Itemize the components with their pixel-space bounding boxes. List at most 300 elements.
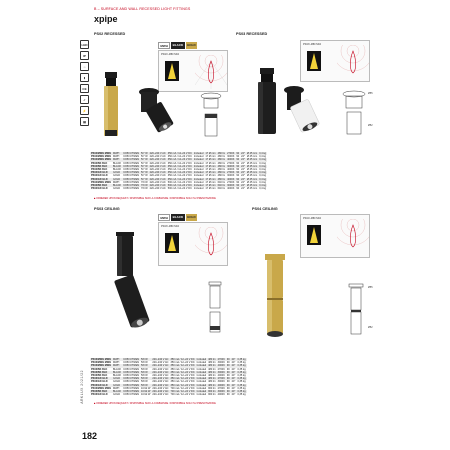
table-cell: 17 Ø mm xyxy=(205,171,216,175)
table-cell: 24° xyxy=(241,171,245,175)
table-cell: MWH xyxy=(113,361,120,365)
table-cell: Included xyxy=(196,377,207,381)
table-cell: BLACK xyxy=(113,374,122,378)
table-cell: Included xyxy=(196,364,207,368)
table-cell: 350 mA / 12–24 V DC xyxy=(167,174,192,178)
table-cell: 220–240 V AC xyxy=(152,367,169,371)
table-cell: 640 lm xyxy=(217,184,226,188)
table-cell: BLACK xyxy=(113,390,122,394)
table-cell: COB CITIZEN xyxy=(123,370,140,374)
table-cell: 500 mA / 12–24 V DC xyxy=(167,184,192,188)
light-distribution-box-ps03c xyxy=(158,222,228,266)
table-row xyxy=(90,393,247,396)
table-cell: 24° xyxy=(231,393,236,397)
table-cell: 2700K xyxy=(227,180,235,184)
table-cell: 5/7 W xyxy=(141,161,148,165)
table-cell: 350 mA / 12–24 V DC xyxy=(167,168,192,172)
table-cell: 0,35 kg xyxy=(237,393,246,397)
table-cell: COB CITIZEN xyxy=(123,171,140,175)
table-cell: PS03/GD GLD xyxy=(90,384,112,387)
table-cell: COB CITIZEN xyxy=(123,358,140,361)
table-cell: 480 lm xyxy=(217,152,226,155)
table-cell: 90 xyxy=(236,158,240,162)
table-cell: 350 mA / 12–24 V DC xyxy=(167,152,192,155)
table-cell: 0,4 kg xyxy=(259,152,267,155)
table-cell: 220–240 V AC xyxy=(149,152,166,155)
table-cell: 3000K xyxy=(227,174,235,178)
section-title-ps04-ceiling: PS04 CEILING xyxy=(252,207,278,211)
table-cell: 24° xyxy=(241,187,245,191)
dimension-label: Ø52 xyxy=(368,326,373,329)
photometric-title: PS04 LM80 ND4 xyxy=(303,217,321,220)
table-cell: 500 mA / 12–24 V DC xyxy=(167,180,192,184)
table-cell: 350 mA / 12–24 V DC xyxy=(170,358,195,361)
table-cell: GOLD xyxy=(112,171,122,174)
table-cell: 480 lm xyxy=(217,158,226,162)
section-title-ps03-ceiling: PS03 CEILING xyxy=(94,207,120,211)
table-cell: 500 mA / 12–24 V DC xyxy=(167,187,192,191)
polar-diagram xyxy=(337,219,369,253)
table-cell: 5/7 W xyxy=(141,174,148,178)
table-cell: 350 mA / 12–24 V DC xyxy=(167,158,192,162)
ce-icon: CE xyxy=(80,84,89,93)
table-cell: 4000K xyxy=(227,177,235,181)
table-cell: 24° xyxy=(241,152,245,155)
table-cell: PS02/BK BLK xyxy=(91,161,108,165)
table-cell: 220–240 V AC xyxy=(149,171,166,175)
table-cell: 0,4 kg xyxy=(259,171,267,175)
table-cell: Included xyxy=(193,171,204,175)
table-cell: PS03/BK BLK xyxy=(90,371,112,374)
table-cell: PS02/GD GLD xyxy=(91,174,108,178)
table-cell: 640 lm xyxy=(217,180,226,184)
table-cell: COB CITIZEN xyxy=(123,386,140,390)
table-cell: 480 lm xyxy=(217,161,226,165)
table-cell: 0,35 kg xyxy=(237,386,246,390)
table-cell: PS02/MWH MWH xyxy=(91,180,111,184)
table-cell: 5/7 W xyxy=(141,177,148,181)
table-cell: 24° xyxy=(241,155,245,159)
table-cell: 220–240 V AC xyxy=(152,370,169,374)
table-cell: 960 lm xyxy=(208,390,216,394)
table-cell: 2700K xyxy=(217,367,225,371)
table-cell: Ø 45 mm xyxy=(246,164,258,168)
table-cell: 350 mA / 12–24 V DC xyxy=(170,374,195,378)
table-cell: Ø 45 mm xyxy=(246,168,258,172)
finish-chips-ps03c xyxy=(158,214,197,221)
table-cell: 220–240 V AC xyxy=(152,358,169,361)
table-cell: COB CITIZEN xyxy=(123,177,140,181)
table-cell: PS03/GD GLD xyxy=(90,377,112,380)
table-cell: 220–240 V AC xyxy=(152,364,169,368)
table-cell: 17 Ø mm xyxy=(205,158,216,162)
table-row xyxy=(90,187,267,190)
table-cell: 90 xyxy=(226,393,230,397)
table-cell: 2700K xyxy=(217,386,225,390)
table-cell: 17 Ø mm xyxy=(205,184,216,188)
table-cell: Included xyxy=(193,155,204,159)
product-image-ps04c-gold xyxy=(258,252,292,340)
table-cell: 5/7 W xyxy=(141,164,148,168)
table-cell: 480 lm xyxy=(208,364,216,368)
table-cell: 0,35 kg xyxy=(237,361,246,365)
table-cell: 220–240 V AC xyxy=(149,161,166,165)
table-cell: COB CITIZEN xyxy=(123,377,140,381)
table-cell: 220–240 V AC xyxy=(149,174,166,178)
table-cell: 90 xyxy=(236,174,240,178)
dimension-label: Ø52 xyxy=(368,124,373,127)
table-cell: 480 lm xyxy=(208,383,216,387)
table-cell: COB CITIZEN xyxy=(123,161,140,165)
table-cell: 90 xyxy=(226,364,230,368)
light-distribution-box-ps04c xyxy=(300,214,370,258)
table-cell: 17 Ø mm xyxy=(205,187,216,191)
spec-table-ps02 xyxy=(90,152,267,190)
table-cell: 220–240 V AC xyxy=(152,374,169,378)
table-cell: 350 mA / 12–24 V DC xyxy=(170,380,195,384)
table-cell: 90 xyxy=(236,180,240,184)
table-cell: 3000K xyxy=(227,164,235,168)
table-cell: PS03/MWH MWH xyxy=(91,364,111,368)
table-cell: 90 xyxy=(236,184,240,188)
table-cell: 5/8 W xyxy=(140,377,151,380)
table-cell: Ø 45 mm xyxy=(246,187,258,191)
table-cell: 3000K xyxy=(217,361,225,365)
table-cell: 90 xyxy=(236,164,240,168)
category-label: B – SURFACE AND WALL RECESSED LIGHT FITTINGS xyxy=(94,7,191,11)
finish-chips-ps02 xyxy=(158,42,197,49)
table-cell: GOLD xyxy=(112,178,122,181)
table-cell: Included xyxy=(196,361,207,365)
table-cell: 3000K xyxy=(227,155,235,159)
table-cell: 480 lm xyxy=(208,380,216,384)
section-title-ps03: PS03 RECESSED xyxy=(236,32,268,36)
table-cell: BLACK xyxy=(113,164,122,168)
feature-icon-column xyxy=(80,40,90,130)
table-cell: GOLD xyxy=(113,187,121,191)
table-cell: 480 lm xyxy=(217,164,226,168)
table-cell: PS03/GD GLD xyxy=(91,393,108,397)
table-cell: COB CITIZEN xyxy=(123,180,140,184)
table-cell: BLACK xyxy=(113,168,122,172)
table-cell: 480 lm xyxy=(208,374,216,378)
dimension-label: Ø55 xyxy=(368,92,373,95)
table-cell: 0,4 kg xyxy=(259,174,267,178)
table-cell: 0,4 kg xyxy=(259,184,267,188)
table-cell: Included xyxy=(193,184,204,188)
table-cell: GOLD xyxy=(113,174,121,178)
polar-diagram xyxy=(337,45,369,79)
table-cell: PS03/GD GLD xyxy=(91,380,108,384)
table-cell: 2700K xyxy=(227,161,235,165)
ce-mark-icon: ▤ xyxy=(80,117,89,126)
table-cell: 2700K xyxy=(217,377,225,381)
chip-mwh: MWH xyxy=(158,42,170,49)
table-cell: Included xyxy=(193,161,204,165)
table-cell: 2700K xyxy=(217,358,225,361)
table-cell: 7/9 W xyxy=(141,187,148,191)
table-cell: 960 lm xyxy=(208,393,216,397)
table-cell: Included xyxy=(193,158,204,162)
side-brand-label: ARKLUX 2021/22 xyxy=(80,370,84,404)
table-cell: 220–240 V AC xyxy=(149,164,166,168)
table-cell: Ø 45 mm xyxy=(246,161,258,165)
table-cell: 0,35 kg xyxy=(237,390,246,394)
table-cell: 5/8 W xyxy=(141,367,148,371)
table-cell: 24° xyxy=(231,380,236,384)
table-cell: 220–240 V AC xyxy=(149,177,166,181)
table-cell: 700 mA / 12–24 V DC xyxy=(170,386,195,390)
table-cell: 220–240 V AC xyxy=(149,168,166,172)
table-cell: 17 Ø mm xyxy=(205,180,216,184)
table-cell: Included xyxy=(196,358,207,361)
table-cell: Included xyxy=(196,370,207,374)
led-icon: LED xyxy=(80,40,89,49)
table-cell: 0,35 kg xyxy=(237,377,246,381)
table-cell: 0,4 kg xyxy=(259,161,267,165)
table-cell: PS02/MWH MWH xyxy=(91,158,111,162)
table-cell: 220–240 V AC xyxy=(149,155,166,159)
table-cell: PS02/GD GLD xyxy=(90,178,112,181)
section-title-ps02: PS02 RECESSED xyxy=(94,32,126,36)
table-cell: COB CITIZEN xyxy=(123,174,140,178)
table-cell: COB CITIZEN xyxy=(123,164,140,168)
table-cell: COB CITIZEN xyxy=(123,380,140,384)
table-cell: Included xyxy=(193,180,204,184)
table-cell: PS02/BK BLK xyxy=(90,184,112,187)
table-cell: 90 xyxy=(226,390,230,394)
table-cell: 0,4 kg xyxy=(259,158,267,162)
table-cell: 700 mA / 12–24 V DC xyxy=(170,393,195,397)
table-cell: 90 xyxy=(236,152,240,155)
table-cell: 90 xyxy=(226,377,230,381)
table-cell: 5/7 W xyxy=(141,155,148,159)
table-cell: 0,4 kg xyxy=(259,155,267,159)
table-cell: Ø 45 mm xyxy=(246,184,258,188)
table-cell: 5/8 W xyxy=(140,364,151,367)
table-cell: 24° xyxy=(231,377,236,381)
product-image-ps02-gold xyxy=(96,70,126,140)
table-cell: 350 mA / 12–24 V DC xyxy=(167,177,192,181)
page-title: xpipe xyxy=(94,14,118,24)
table-cell: 480 lm xyxy=(217,155,226,159)
table-cell: Included xyxy=(193,152,204,155)
table-cell: 90 xyxy=(226,374,230,378)
page-number: 182 xyxy=(82,431,98,441)
warranty-icon: ✓ xyxy=(80,95,89,104)
polar-diagram xyxy=(195,227,227,261)
table-cell: 350 mA / 12–24 V DC xyxy=(170,383,195,387)
table-cell: COB CITIZEN xyxy=(123,184,140,188)
class-icon: Ⅱ xyxy=(80,73,89,82)
table-cell: 220–240 V AC xyxy=(152,383,169,387)
table-cell: 0,35 kg xyxy=(237,367,246,371)
table-cell: 700 mA / 12–24 V DC xyxy=(170,390,195,394)
table-cell: GOLD xyxy=(112,384,122,387)
table-cell: 5/8 W xyxy=(141,380,148,384)
table-cell: 90 xyxy=(226,358,230,361)
table-cell: 7/9 W xyxy=(141,184,148,188)
table-cell: MWH xyxy=(112,364,122,367)
table-cell: GOLD xyxy=(112,377,122,380)
table-cell: 90 xyxy=(226,386,230,390)
table-cell: Ø 45 mm xyxy=(246,180,258,184)
technical-drawing-ps03 xyxy=(340,88,368,138)
table-cell: Included xyxy=(196,393,207,397)
chip-black: BLACK xyxy=(171,42,184,49)
table-cell: BLACK xyxy=(113,184,122,188)
table-cell: BLACK xyxy=(113,370,122,374)
table-cell: 350 mA / 12–24 V DC xyxy=(170,367,195,371)
table-cell: 4000K xyxy=(217,374,225,378)
table-cell: Ø 45 mm xyxy=(246,174,258,178)
table-cell: 5/8 W xyxy=(140,371,151,374)
table-cell: MWH xyxy=(112,358,122,361)
table-cell: Ø 45 mm xyxy=(246,158,258,162)
table-cell: 4000K xyxy=(227,158,235,162)
table-cell: PS03/MWH MWH xyxy=(91,361,111,365)
table-cell: 350 mA / 12–24 V DC xyxy=(170,377,195,381)
dimension-label: Ø55 xyxy=(368,286,373,289)
table-cell: Ø 45 mm xyxy=(246,177,258,181)
table-cell: 960 lm xyxy=(208,386,216,390)
table-cell: PS02/MWH MWH xyxy=(91,155,111,159)
photometric-title: PS03 LM80 ND4 xyxy=(303,43,321,46)
table-cell: PS03/BK BLK xyxy=(90,390,112,393)
table-cell: Included xyxy=(196,380,207,384)
table-cell: Included xyxy=(193,168,204,172)
table-cell: 480 lm xyxy=(217,174,226,178)
table-cell: Included xyxy=(196,374,207,378)
table-cell: 0,35 kg xyxy=(237,383,246,387)
table-cell: 90 xyxy=(236,168,240,172)
table-cell: 17 Ø mm xyxy=(205,177,216,181)
dimmable-icon: ☼ xyxy=(80,62,89,71)
chip-black: BLACK xyxy=(171,214,184,221)
beam-cone-icon xyxy=(307,51,321,71)
table-cell: 2700K xyxy=(227,171,235,175)
table-cell: 5/8 W xyxy=(140,384,151,387)
table-cell: 220–240 V AC xyxy=(152,393,169,397)
table-cell: Included xyxy=(196,383,207,387)
table-cell: COB CITIZEN xyxy=(123,390,140,394)
table-cell: GOLD xyxy=(113,380,121,384)
table-cell: 90 xyxy=(236,171,240,175)
table-cell: COB CITIZEN xyxy=(123,367,140,371)
table-cell: 220–240 V AC xyxy=(149,180,166,184)
table-cell: MWH xyxy=(113,180,120,184)
table-cell: 17 Ø mm xyxy=(205,168,216,172)
table-cell: 24° xyxy=(231,383,236,387)
table-cell: 90 xyxy=(226,383,230,387)
table-cell: 5/8 W xyxy=(141,361,148,365)
table-cell: 24° xyxy=(241,168,245,172)
technical-drawing-ps04c xyxy=(346,282,366,338)
table-cell: 24° xyxy=(231,386,236,390)
table-cell: 480 lm xyxy=(208,377,216,381)
product-image-ps02-black xyxy=(135,82,180,137)
table-cell: 220–240 V AC xyxy=(152,380,169,384)
table-cell: BLACK xyxy=(113,161,122,165)
product-image-ps03-white xyxy=(282,82,322,138)
table-cell: 24° xyxy=(231,367,236,371)
table-cell: 5/8 W xyxy=(141,374,148,378)
table-cell: 5/8 W xyxy=(140,358,151,361)
table-cell: Ø 45 mm xyxy=(246,152,258,155)
table-cell: PS03/MWH MWH xyxy=(91,386,111,390)
table-cell: 24° xyxy=(231,361,236,365)
table-cell: 350 mA / 12–24 V DC xyxy=(167,155,192,159)
table-cell: Included xyxy=(196,386,207,390)
table-cell: 90 xyxy=(226,367,230,371)
photometric-title: PS03 LM80 ND4 xyxy=(161,225,179,228)
table-cell: 220–240 V AC xyxy=(152,390,169,394)
driver-icon: ⚡ xyxy=(80,106,89,115)
table-cell: COB CITIZEN xyxy=(123,187,140,191)
table-cell: 24° xyxy=(241,164,245,168)
table-cell: 24° xyxy=(241,177,245,181)
table-cell: 480 lm xyxy=(208,361,216,365)
chip-gold: GOLD xyxy=(186,214,197,221)
table-cell: GOLD xyxy=(113,393,121,397)
table-cell: 3000K xyxy=(217,370,225,374)
table-cell: COB CITIZEN xyxy=(123,152,140,155)
table-cell: COB CITIZEN xyxy=(123,383,140,387)
technical-drawing-ps02 xyxy=(199,90,223,138)
table-cell: Ø 45 mm xyxy=(246,171,258,175)
table-cell: Ø 45 mm xyxy=(246,155,258,159)
table-cell: 90 xyxy=(236,187,240,191)
table-cell: 0,4 kg xyxy=(259,180,267,184)
technical-drawing-ps03c xyxy=(205,280,225,336)
table-cell: 3000K xyxy=(217,390,225,394)
table-cell: 3000K xyxy=(217,380,225,384)
product-image-ps03-black xyxy=(252,66,282,138)
table-cell: 0,4 kg xyxy=(259,164,267,168)
table-cell: MWH xyxy=(113,386,120,390)
table-cell: 5/7 W xyxy=(141,158,148,162)
table-cell: COB CITIZEN xyxy=(123,393,140,397)
table-cell: 0,35 kg xyxy=(237,364,246,368)
table-cell: 3000K xyxy=(227,184,235,188)
beam-cone-icon xyxy=(307,225,321,245)
table-cell: PS03/BK BLK xyxy=(91,374,108,378)
polar-diagram xyxy=(195,55,227,89)
table-cell: 17 Ø mm xyxy=(205,152,216,155)
table-cell: 24° xyxy=(241,184,245,188)
table-cell: Included xyxy=(193,164,204,168)
table-cell: 24° xyxy=(241,158,245,162)
footnote-ps02: ■ ORDERED UPON REQUEST / DISPONIBLE SUR LA COMMANDE / DISPONIBILE SOLO SU PRENOTAZIONE xyxy=(94,197,216,200)
table-cell: Included xyxy=(196,390,207,394)
table-cell: MWH xyxy=(112,152,122,155)
table-cell: 350 mA / 12–24 V DC xyxy=(167,171,192,175)
table-cell: 640 lm xyxy=(217,187,226,191)
table-cell: 350 mA / 12–24 V DC xyxy=(170,370,195,374)
table-cell: 350 mA / 12–24 V DC xyxy=(167,164,192,168)
spec-table-ps03c xyxy=(90,358,247,396)
table-cell: COB CITIZEN xyxy=(123,374,140,378)
table-cell: Included xyxy=(196,367,207,371)
beam-cone-icon xyxy=(165,61,179,81)
table-cell: COB CITIZEN xyxy=(123,155,140,159)
table-cell: Included xyxy=(193,177,204,181)
table-cell: 220–240 V AC xyxy=(152,386,169,390)
table-cell: COB CITIZEN xyxy=(123,158,140,162)
table-cell: PS02/MWH MWH xyxy=(91,152,111,155)
beam-cone-icon xyxy=(165,233,179,253)
table-cell: COB CITIZEN xyxy=(123,361,140,365)
